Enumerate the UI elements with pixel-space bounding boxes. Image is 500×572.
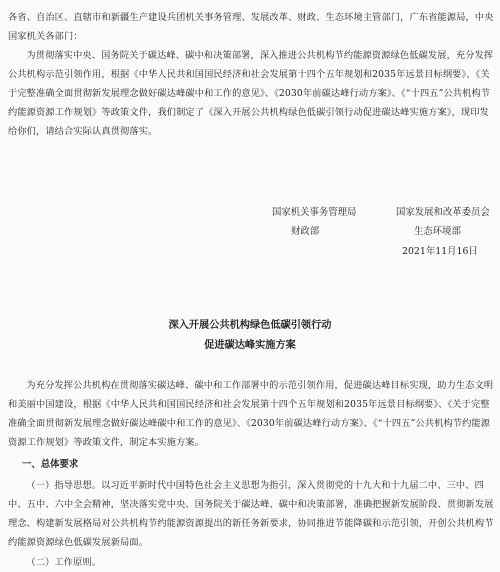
plan-title-line1: 深入开展公共机构绿色低碳引领行动 (168, 319, 332, 331)
notice-date: 2021年11月16日 (402, 246, 478, 257)
notice-body: 为贯彻落实中央、国务院关于碳达峰、碳中和决策部署，深入推进公共机构节约能源资源绿色低碳发展，充分发挥公共机构示范引领作用，根据《中华人民共和国国民经济和社会发展第十四个五年规划和2035年远景目标纲要》、《关于完整准确全面贯彻新发展理念做好碳达峰碳中和工作的意见》、《2030年前碳达峰行动方案》、《“十四五”公共机构节约能源资源工作规划》等政策文件，我们制定了《深入开展公共机构绿色低碳引领行动促进碳达峰实施方案》，现印发给你们，请结合实际认真贯彻落实。 (8, 50, 494, 137)
signatory-ministry-finance: 财政部 (291, 226, 320, 237)
guiding-ideology: （一）指导思想。以习近平新时代中国特色社会主义思想为指引，深入贯彻党的十九大和十九届二中、三中、四中、五中、六中全会精神，坚决落实党中央、国务院关于碳达峰、碳中和决策部署，准确把握新发展阶段、贯彻新发展理念、构建新发展格局对公共机构节约能源资源提出的新任务新要求，协同推进节能降碳和示范引领，开创公共机构节约能源资源绿色低碳发展新局面。 (8, 480, 494, 548)
signatory-ministry-ecology: 生态环境部 (414, 226, 461, 237)
working-principles: （二）工作原则。 (26, 557, 102, 568)
plan-intro: 为充分发挥公共机构在贯彻落实碳达峰、碳中和工作部署中的示范引领作用，促进碳达峰目标实现，助力生态文明和美丽中国建设，根据《中华人民共和国国民经济和社会发展第十四个五年规划和2035年远景目标纲要》、《关于完整准确全面贯彻新发展理念做好碳达峰碳中和工作的意见》、《2030年前碳达峰行动方案》、《“十四五”公共机构节约能源资源工作规划》等政策文件，制定本实施方案。 (8, 380, 494, 448)
signatory-ndrc: 国家发展和改革委员会 (396, 207, 490, 218)
plan-title-line2: 促进碳达峰实施方案 (204, 339, 296, 351)
signatory-gov-offices-admin: 国家机关事务管理局 (272, 207, 357, 218)
notice-salutation: 各省、自治区、直辖市和新疆生产建设兵团机关事务管理、发展改革、财政、生态环境主管部门，广东省能源局，中央国家机关各部门： (8, 12, 494, 42)
section-heading-general: 一、总体要求 (22, 459, 79, 470)
